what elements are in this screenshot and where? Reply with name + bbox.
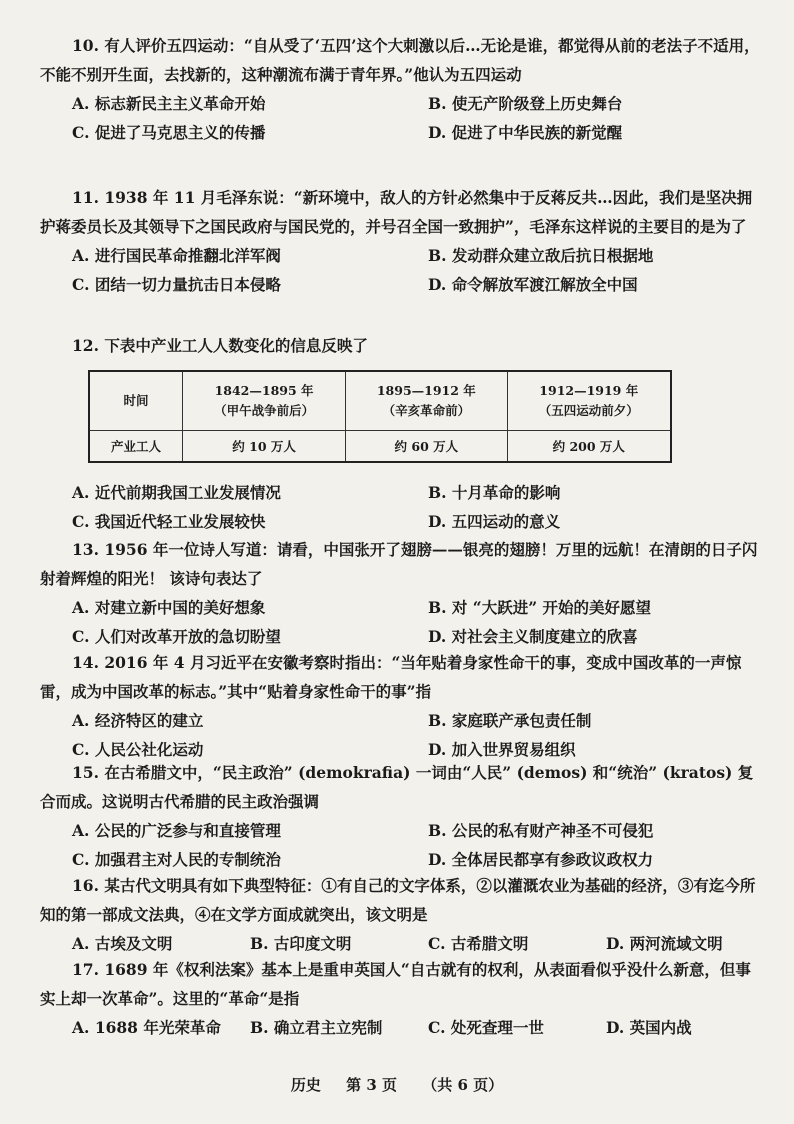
question-10 (40, 31, 760, 147)
options-row (40, 478, 760, 507)
period-note: （辛亥革命前） (382, 403, 471, 418)
options-row (40, 89, 760, 118)
option-a: A. 经济特区的建立 (72, 711, 204, 730)
question-stem: 11. 1938 年 11 月毛泽东说：“新环境中，敌人的方针必然集中于反蒋反共…因此，我们是坚决拥护蒋委员长及其领导下之国民政府与国民党的，并号召全国一致拥护”，毛泽东这样说的主要目的是为了 (40, 188, 753, 236)
question-13 (40, 535, 760, 651)
options-row (40, 593, 760, 622)
option-d: D. 命令解放军渡江解放全中国 (428, 275, 638, 294)
footer-total-pages: （共 6 页） (422, 1076, 504, 1094)
question-stem: 12. 下表中产业工人人数变化的信息反映了 (72, 336, 368, 355)
option-c: C. 人们对改革开放的急切盼望 (72, 627, 281, 646)
options-row (40, 706, 760, 735)
option-a: A. 标志新民主主义革命开始 (72, 94, 266, 113)
option-c: C. 我国近代轻工业发展较快 (72, 512, 266, 531)
option-d: D. 加入世界贸易组织 (428, 740, 576, 759)
options-row (40, 845, 760, 874)
options-row (40, 929, 760, 958)
options-row (40, 241, 760, 270)
period-years: 1912—1919 年 (539, 383, 639, 398)
option-c: C. 团结一切力量抗击日本侵略 (72, 275, 281, 294)
table-count-cell: 约 10 万人 (183, 431, 346, 463)
option-a: A. 进行国民革命推翻北洋军阀 (72, 246, 281, 265)
option-b: B. 公民的私有财产神圣不可侵犯 (428, 821, 654, 840)
question-stem: 10. 有人评价五四运动：“自从受了‘五四’这个大刺激以后…无论是谁，都觉得从前的老法子不适用，不能不别开生面，去找新的，这种潮流布满于青年界。”他认为五四运动 (40, 36, 760, 84)
table-period-cell (183, 371, 346, 431)
option-b: B. 使无产阶级登上历史舞台 (428, 94, 623, 113)
period-note: （甲午战争前后） (214, 403, 315, 418)
option-a: A. 古埃及文明 (72, 934, 173, 953)
question-14 (40, 648, 760, 764)
question-stem: 17. 1689 年《权利法案》基本上是重申英国人“自古就有的权利，从表面看似乎没什么新意，但事实上却一次革命”。这里的“革命“是指 (40, 960, 751, 1008)
question-12 (40, 331, 760, 360)
option-b: B. 确立君主立宪制 (250, 1018, 383, 1037)
table-count-cell: 约 200 万人 (507, 431, 671, 463)
option-c: C. 加强君主对人民的专制统治 (72, 850, 281, 869)
option-a: A. 公民的广泛参与和直接管理 (72, 821, 281, 840)
question-17 (40, 955, 760, 1042)
option-d: D. 两河流域文明 (606, 934, 723, 953)
option-a: A. 近代前期我国工业发展情况 (72, 483, 281, 502)
options-row (40, 270, 760, 299)
option-a: A. 对建立新中国的美好想象 (72, 598, 266, 617)
table-period-cell (507, 371, 671, 431)
option-d: D. 对社会主义制度建立的欣喜 (428, 627, 638, 646)
option-c: C. 处死查理一世 (428, 1018, 544, 1037)
option-c: C. 人民公社化运动 (72, 740, 204, 759)
option-d: D. 五四运动的意义 (428, 512, 561, 531)
question-16 (40, 871, 760, 958)
period-years: 1842—1895 年 (214, 383, 314, 398)
option-c: C. 促进了马克思主义的传播 (72, 123, 266, 142)
options-row (40, 118, 760, 147)
options-row (40, 622, 760, 651)
option-b: B. 古印度文明 (250, 934, 352, 953)
footer-page-number: 第 3 页 (346, 1076, 397, 1094)
option-b: B. 十月革命的影响 (428, 483, 561, 502)
question-stem: 15. 在古希腊文中，“民主政治” (demokrafia) 一词由“人民” (demos) 和“统治” (kratos) 复合而成。这说明古代希腊的民主政治强调 (40, 763, 754, 811)
option-d: D. 英国内战 (606, 1018, 692, 1037)
option-b: B. 发动群众建立敌后抗日根据地 (428, 246, 654, 265)
option-c: C. 古希腊文明 (428, 934, 529, 953)
options-row (40, 816, 760, 845)
question-15 (40, 758, 760, 874)
options-row (40, 1013, 760, 1042)
page-footer (0, 1074, 794, 1095)
worker-count-table (88, 370, 672, 463)
table-header-label: 时间 (89, 371, 183, 431)
options-row (40, 507, 760, 536)
table-row-label: 产业工人 (89, 431, 183, 463)
period-note: （五四运动前夕） (538, 403, 639, 418)
question-stem: 14. 2016 年 4 月习近平在安徽考察时指出：“当年贴着身家性命干的事，变成中国改革的一声惊雷，成为中国改革的标志。”其中“贴着身家性命干的事”指 (40, 653, 742, 701)
question-11 (40, 183, 760, 299)
option-b: B. 对 “大跃进” 开始的美好愿望 (428, 598, 652, 617)
option-d: D. 促进了中华民族的新觉醒 (428, 123, 623, 142)
table-period-cell (346, 371, 507, 431)
question-12-options (40, 478, 760, 536)
question-stem: 13. 1956 年一位诗人写道：请看，中国张开了翅膀——银亮的翅膀！万里的远航！在清朗的日子闪射着辉煌的阳光！ 该诗句表达了 (40, 540, 758, 588)
option-b: B. 家庭联产承包责任制 (428, 711, 592, 730)
option-d: D. 全体居民都享有参政议政权力 (428, 850, 654, 869)
question-stem: 16. 某古代文明具有如下典型特征：①有自己的文字体系，②以灌溉农业为基础的经济，③有迄今所知的第一部成文法典，④在文学方面成就突出，该文明是 (40, 876, 756, 924)
footer-subject: 历史 (290, 1076, 321, 1094)
table-count-cell: 约 60 万人 (346, 431, 507, 463)
period-years: 1895—1912 年 (376, 383, 476, 398)
option-a: A. 1688 年光荣革命 (72, 1018, 221, 1037)
